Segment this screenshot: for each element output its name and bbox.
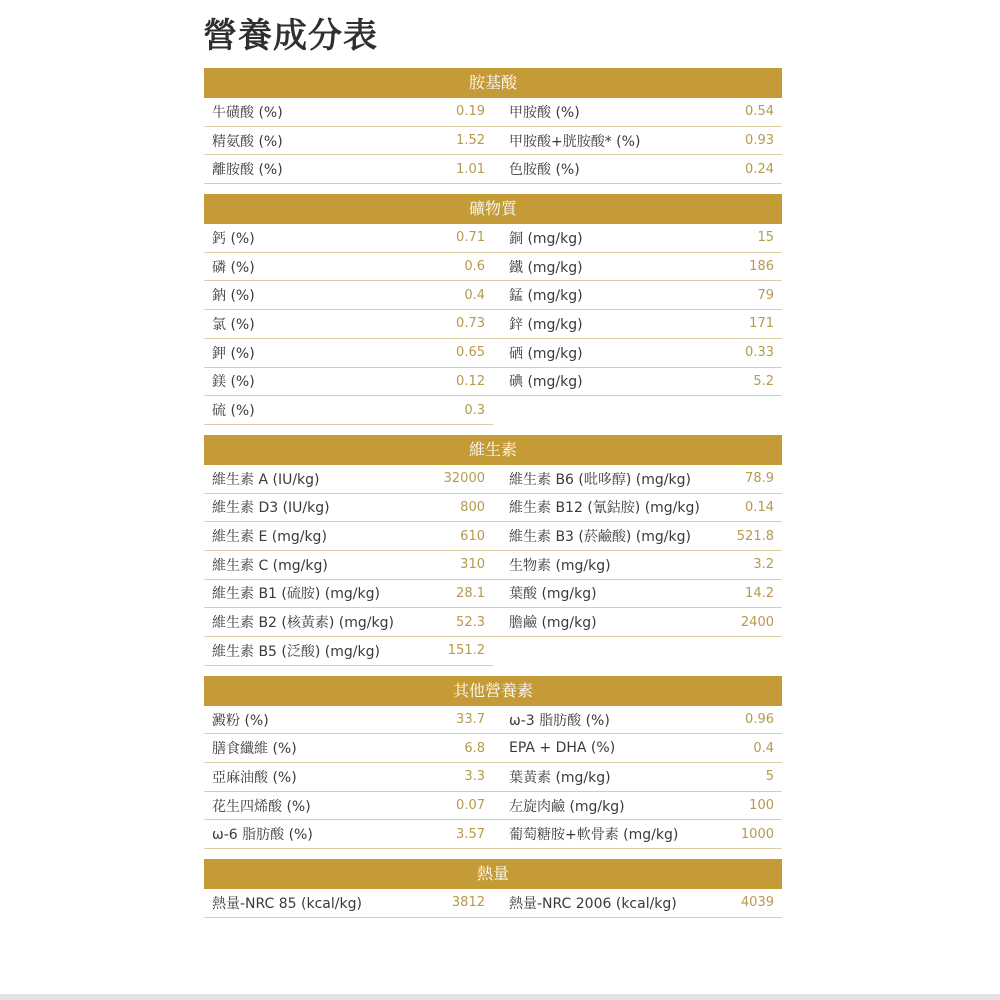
nutrient-value: 0.54 bbox=[745, 104, 774, 120]
nutrient-value: 3.57 bbox=[456, 826, 485, 842]
nutrient-cell bbox=[493, 127, 782, 156]
table-row bbox=[204, 734, 782, 763]
nutrient-value: 0.19 bbox=[456, 104, 485, 120]
table-row bbox=[204, 368, 782, 397]
nutrient-cell bbox=[204, 580, 493, 609]
nutrient-name: 離胺酸 (%) bbox=[212, 162, 283, 179]
section-gap bbox=[204, 849, 782, 859]
nutrient-name: 維生素 A (IU/kg) bbox=[212, 471, 320, 488]
table-row bbox=[204, 820, 782, 849]
nutrient-cell bbox=[204, 310, 493, 339]
nutrient-name: 維生素 B6 (吡哆醇) (mg/kg) bbox=[509, 471, 691, 488]
nutrient-name: 生物素 (mg/kg) bbox=[509, 557, 611, 574]
nutrient-cell bbox=[204, 127, 493, 156]
section-header: 維生素 bbox=[204, 435, 782, 465]
nutrient-value: 0.65 bbox=[456, 345, 485, 361]
nutrient-value: 800 bbox=[460, 499, 485, 515]
nutrient-cell bbox=[204, 637, 493, 666]
table-row bbox=[204, 98, 782, 127]
table-row bbox=[204, 889, 782, 918]
nutrient-value: 0.93 bbox=[745, 133, 774, 149]
nutrient-value: 0.12 bbox=[456, 373, 485, 389]
nutrient-value: 15 bbox=[757, 230, 774, 246]
nutrient-name: 膳食纖維 (%) bbox=[212, 741, 297, 758]
nutrient-name: 鈣 (%) bbox=[212, 230, 255, 247]
nutrient-name: 葡萄糖胺+軟骨素 (mg/kg) bbox=[509, 827, 679, 844]
nutrient-value: 1.01 bbox=[456, 161, 485, 177]
page-title: 營養成分表 bbox=[203, 16, 378, 56]
nutrient-name: 鐵 (mg/kg) bbox=[509, 259, 583, 276]
bottom-divider bbox=[0, 994, 1000, 1000]
section-gap bbox=[204, 666, 782, 676]
nutrient-value: 3.3 bbox=[464, 769, 485, 785]
nutrient-name: 牛磺酸 (%) bbox=[212, 104, 283, 121]
nutrient-value: 0.4 bbox=[464, 287, 485, 303]
nutrient-value: 521.8 bbox=[736, 528, 774, 544]
nutrient-name: 維生素 B12 (氰鈷胺) (mg/kg) bbox=[509, 500, 700, 517]
nutrient-cell bbox=[204, 281, 493, 310]
nutrient-value: 5.2 bbox=[753, 373, 774, 389]
nutrient-name: 鎂 (%) bbox=[212, 374, 255, 391]
section-header: 其他營養素 bbox=[204, 676, 782, 706]
nutrient-cell bbox=[204, 734, 493, 763]
nutrient-name: 維生素 E (mg/kg) bbox=[212, 529, 327, 546]
table-row bbox=[204, 706, 782, 735]
nutrient-value: 0.07 bbox=[456, 798, 485, 814]
nutrient-value: 0.96 bbox=[745, 712, 774, 728]
nutrient-value: 151.2 bbox=[447, 643, 485, 659]
section-header: 胺基酸 bbox=[204, 68, 782, 98]
table-row bbox=[204, 310, 782, 339]
nutrient-name: 磷 (%) bbox=[212, 259, 255, 276]
nutrient-name: 碘 (mg/kg) bbox=[509, 374, 583, 391]
nutrition-section bbox=[204, 68, 782, 184]
nutrient-value: 0.4 bbox=[753, 740, 774, 756]
nutrient-cell bbox=[204, 155, 493, 184]
table-row bbox=[204, 396, 782, 425]
nutrient-name: 甲胺酸+胱胺酸* (%) bbox=[509, 133, 641, 150]
nutrition-section bbox=[204, 194, 782, 425]
nutrient-cell bbox=[204, 706, 493, 735]
nutrient-name: 葉酸 (mg/kg) bbox=[509, 586, 597, 603]
nutrient-cell bbox=[204, 98, 493, 127]
nutrient-cell bbox=[204, 792, 493, 821]
nutrient-cell bbox=[493, 820, 782, 849]
nutrient-value: 100 bbox=[749, 798, 774, 814]
table-row bbox=[204, 522, 782, 551]
table-row bbox=[204, 339, 782, 368]
nutrient-cell bbox=[204, 224, 493, 253]
nutrient-cell bbox=[493, 224, 782, 253]
nutrient-cell bbox=[493, 792, 782, 821]
nutrient-cell bbox=[493, 253, 782, 282]
nutrient-cell bbox=[204, 396, 493, 425]
nutrient-name: 亞麻油酸 (%) bbox=[212, 769, 297, 786]
nutrient-cell bbox=[493, 734, 782, 763]
nutrient-cell bbox=[204, 522, 493, 551]
nutrient-name: 維生素 B2 (核黃素) (mg/kg) bbox=[212, 615, 394, 632]
table-row bbox=[204, 224, 782, 253]
nutrient-value: 610 bbox=[460, 528, 485, 544]
nutrient-value: 0.73 bbox=[456, 316, 485, 332]
nutrition-section bbox=[204, 435, 782, 666]
nutrient-cell bbox=[493, 889, 782, 918]
nutrient-cell bbox=[493, 98, 782, 127]
section-header: 熱量 bbox=[204, 859, 782, 889]
table-row bbox=[204, 281, 782, 310]
nutrient-value: 310 bbox=[460, 557, 485, 573]
nutrient-value: 52.3 bbox=[456, 614, 485, 630]
nutrient-name: 鉀 (%) bbox=[212, 345, 255, 362]
nutrient-value: 171 bbox=[749, 316, 774, 332]
nutrient-name: 維生素 C (mg/kg) bbox=[212, 557, 328, 574]
nutrient-cell bbox=[204, 763, 493, 792]
nutrient-value: 4039 bbox=[740, 895, 774, 911]
nutrient-name: 鈉 (%) bbox=[212, 288, 255, 305]
nutrient-name: ω-3 脂肪酸 (%) bbox=[509, 712, 610, 729]
nutrient-name: 維生素 D3 (IU/kg) bbox=[212, 500, 330, 517]
nutrient-cell bbox=[493, 155, 782, 184]
nutrient-name: 錳 (mg/kg) bbox=[509, 288, 583, 305]
table-row bbox=[204, 637, 782, 666]
nutrient-value: 78.9 bbox=[745, 471, 774, 487]
nutrient-name: 維生素 B1 (硫胺) (mg/kg) bbox=[212, 586, 380, 603]
nutrient-value: 1.52 bbox=[456, 133, 485, 149]
nutrient-value: 28.1 bbox=[456, 585, 485, 601]
section-header: 礦物質 bbox=[204, 194, 782, 224]
nutrient-name: 維生素 B5 (泛酸) (mg/kg) bbox=[212, 643, 380, 660]
table-row bbox=[204, 253, 782, 282]
nutrient-value: 79 bbox=[757, 287, 774, 303]
nutrient-value: 32000 bbox=[443, 471, 485, 487]
nutrient-cell bbox=[493, 608, 782, 637]
table-row bbox=[204, 551, 782, 580]
nutrient-value: 0.71 bbox=[456, 230, 485, 246]
nutrient-cell bbox=[204, 494, 493, 523]
nutrition-section bbox=[204, 859, 782, 918]
nutrient-value: 14.2 bbox=[745, 585, 774, 601]
nutrient-name: 硒 (mg/kg) bbox=[509, 345, 583, 362]
nutrient-cell bbox=[493, 465, 782, 494]
nutrient-name: EPA + DHA (%) bbox=[509, 740, 616, 757]
nutrient-value: 6.8 bbox=[464, 740, 485, 756]
table-row bbox=[204, 763, 782, 792]
nutrient-value: 0.6 bbox=[464, 259, 485, 275]
nutrient-name: ω-6 脂肪酸 (%) bbox=[212, 827, 313, 844]
table-row bbox=[204, 465, 782, 494]
nutrient-value: 33.7 bbox=[456, 712, 485, 728]
nutrient-cell bbox=[204, 820, 493, 849]
nutrition-table bbox=[204, 68, 782, 918]
nutrient-cell bbox=[204, 339, 493, 368]
nutrient-cell bbox=[204, 551, 493, 580]
nutrient-cell bbox=[204, 608, 493, 637]
nutrient-value: 5 bbox=[765, 769, 774, 785]
nutrient-cell bbox=[493, 368, 782, 397]
nutrient-name: 熱量-NRC 2006 (kcal/kg) bbox=[509, 895, 677, 912]
table-row bbox=[204, 127, 782, 156]
nutrient-cell bbox=[493, 706, 782, 735]
nutrient-cell bbox=[493, 580, 782, 609]
nutrient-cell bbox=[493, 763, 782, 792]
nutrient-value: 186 bbox=[749, 259, 774, 275]
nutrient-cell bbox=[493, 522, 782, 551]
nutrient-cell bbox=[493, 551, 782, 580]
section-gap bbox=[204, 184, 782, 194]
nutrient-value: 2400 bbox=[740, 614, 774, 630]
section-gap bbox=[204, 425, 782, 435]
nutrient-name: 氯 (%) bbox=[212, 316, 255, 333]
nutrient-value: 0.24 bbox=[745, 161, 774, 177]
nutrient-value: 3812 bbox=[451, 895, 485, 911]
nutrient-name: 硫 (%) bbox=[212, 403, 255, 420]
nutrient-name: 甲胺酸 (%) bbox=[509, 104, 580, 121]
nutrient-name: 花生四烯酸 (%) bbox=[212, 798, 311, 815]
nutrient-value: 3.2 bbox=[753, 557, 774, 573]
nutrient-name: 澱粉 (%) bbox=[212, 712, 269, 729]
table-row bbox=[204, 580, 782, 609]
nutrient-cell bbox=[204, 253, 493, 282]
nutrient-name: 熱量-NRC 85 (kcal/kg) bbox=[212, 895, 362, 912]
nutrient-value: 0.33 bbox=[745, 345, 774, 361]
nutrient-name: 葉黃素 (mg/kg) bbox=[509, 769, 611, 786]
nutrient-name: 色胺酸 (%) bbox=[509, 162, 580, 179]
nutrient-value: 0.14 bbox=[745, 499, 774, 515]
nutrient-value: 0.3 bbox=[464, 402, 485, 418]
empty-cell bbox=[493, 396, 782, 425]
empty-cell bbox=[493, 637, 782, 666]
nutrient-cell bbox=[204, 465, 493, 494]
nutrient-name: 精氨酸 (%) bbox=[212, 133, 283, 150]
nutrient-name: 銅 (mg/kg) bbox=[509, 230, 583, 247]
nutrient-cell bbox=[493, 339, 782, 368]
table-row bbox=[204, 792, 782, 821]
nutrient-name: 維生素 B3 (菸鹼酸) (mg/kg) bbox=[509, 529, 691, 546]
nutrient-name: 鋅 (mg/kg) bbox=[509, 316, 583, 333]
nutrient-cell bbox=[493, 494, 782, 523]
table-row bbox=[204, 608, 782, 637]
nutrient-cell bbox=[204, 368, 493, 397]
nutrient-cell bbox=[493, 281, 782, 310]
nutrient-name: 左旋肉鹼 (mg/kg) bbox=[509, 798, 625, 815]
table-row bbox=[204, 155, 782, 184]
nutrition-section bbox=[204, 676, 782, 849]
nutrient-value: 1000 bbox=[740, 826, 774, 842]
nutrient-name: 膽鹼 (mg/kg) bbox=[509, 615, 597, 632]
table-row bbox=[204, 494, 782, 523]
nutrient-cell bbox=[493, 310, 782, 339]
nutrient-cell bbox=[204, 889, 493, 918]
